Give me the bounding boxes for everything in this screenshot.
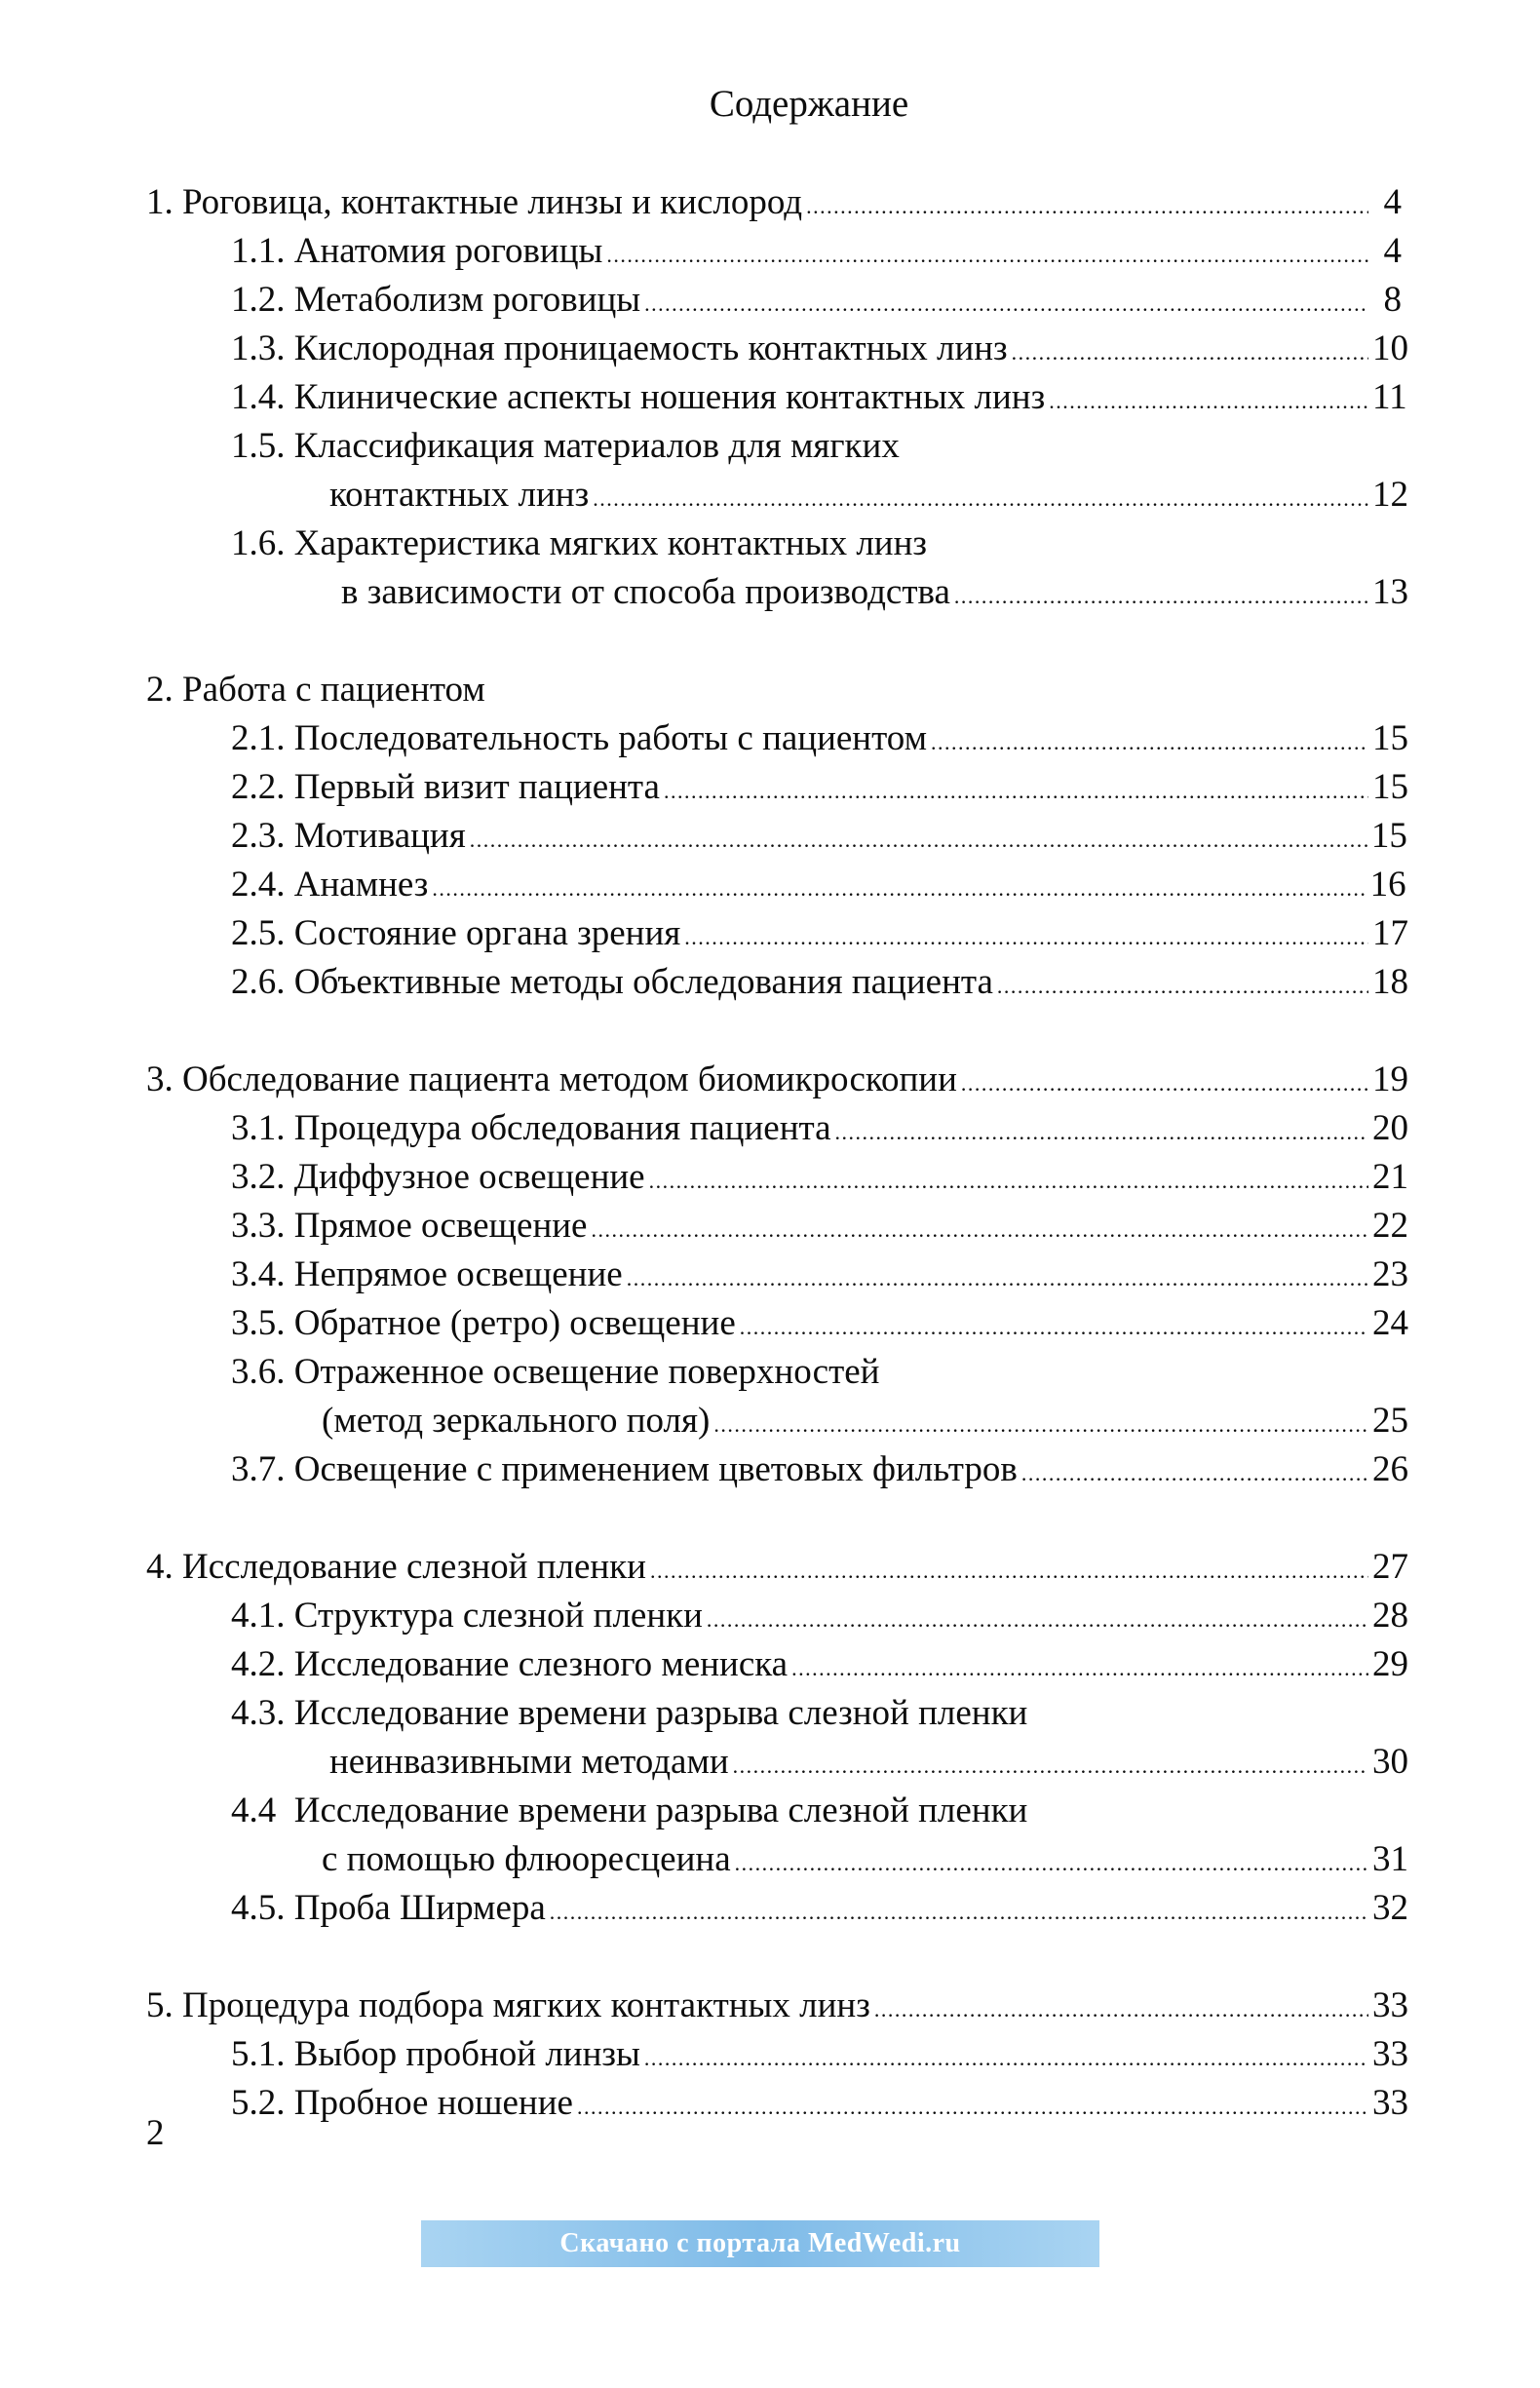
toc-item-line1: 4.4 Исследование времени разрыва слезной пленки <box>231 1791 1028 1830</box>
toc-label: 2.2. Первый визит пациента <box>231 767 660 807</box>
toc-label: 4.1. Структура слезной пленки <box>231 1596 703 1636</box>
toc-section[interactable] <box>146 1543 1408 1592</box>
toc-label: 2.5. Состояние органа зрения <box>231 913 681 953</box>
toc-item[interactable] <box>322 1835 1408 1884</box>
leader-dots <box>684 909 1368 958</box>
toc-page: 33 <box>1372 2034 1408 2074</box>
leader-dots <box>740 1299 1368 1348</box>
toc-page: 25 <box>1372 1401 1408 1441</box>
toc-page: 31 <box>1372 1839 1408 1879</box>
toc-page: 19 <box>1372 1059 1408 1099</box>
toc-label: 4.5. Проба Ширмера <box>231 1888 546 1928</box>
toc-page: 11 <box>1372 377 1407 417</box>
toc-item[interactable] <box>231 861 1406 909</box>
toc-page: 16 <box>1369 865 1406 905</box>
leader-dots <box>606 227 1368 276</box>
toc-page: 18 <box>1372 962 1408 1002</box>
toc-item[interactable] <box>231 1153 1408 1202</box>
leader-dots <box>997 958 1368 1007</box>
leader-dots <box>644 276 1368 325</box>
toc-page: 27 <box>1372 1547 1408 1587</box>
leader-dots <box>713 1397 1368 1445</box>
toc-item-line1: 3.6. Отраженное освещение поверхностей <box>231 1352 880 1392</box>
toc-page: 26 <box>1372 1449 1408 1489</box>
leader-dots <box>735 1835 1368 1884</box>
toc-item-line1: 1.5. Классификация материалов для мягких <box>231 426 900 466</box>
toc-item-line1: 4.3. Исследование времени разрыва слезной пленки <box>231 1693 1028 1733</box>
page-number: 2 <box>146 2113 165 2153</box>
leader-dots <box>627 1251 1368 1299</box>
toc-page: 13 <box>1372 572 1408 612</box>
leader-dots <box>931 714 1368 763</box>
toc-page: 29 <box>1372 1644 1408 1684</box>
toc-page: 20 <box>1372 1108 1408 1148</box>
toc-page: 32 <box>1372 1888 1408 1928</box>
toc-item[interactable] <box>231 276 1402 325</box>
toc-label: 1.4. Клинические аспекты ношения контактных линз <box>231 377 1046 417</box>
toc-label: 4. Исследование слезной пленки <box>146 1547 646 1587</box>
toc-item[interactable] <box>231 227 1402 276</box>
toc-item[interactable] <box>231 958 1408 1007</box>
toc-page: 4 <box>1383 231 1402 271</box>
toc-item[interactable] <box>231 714 1408 763</box>
toc-page: 15 <box>1372 718 1408 758</box>
toc-page: 4 <box>1383 182 1402 222</box>
toc-item[interactable] <box>231 763 1408 812</box>
leader-dots <box>591 1202 1368 1251</box>
toc-section[interactable] <box>146 1982 1408 2030</box>
toc-page: 28 <box>1372 1596 1408 1636</box>
toc-label: 3.5. Обратное (ретро) освещение <box>231 1303 736 1343</box>
toc-item[interactable] <box>231 1884 1408 1933</box>
leader-dots <box>432 861 1366 909</box>
toc-page: 17 <box>1372 913 1408 953</box>
toc-item[interactable] <box>231 1251 1408 1299</box>
toc-section[interactable] <box>146 178 1402 227</box>
leader-dots <box>1021 1445 1368 1494</box>
leader-dots <box>1049 373 1368 422</box>
leader-dots <box>733 1738 1368 1787</box>
toc-label: 5. Процедура подбора мягких контактных линз <box>146 1985 870 2025</box>
toc-item[interactable] <box>231 1592 1408 1640</box>
leader-dots <box>874 1982 1368 2030</box>
watermark-banner: Скачано с портала MedWedi.ru <box>421 2220 1099 2267</box>
toc-label: (метод зеркального поля) <box>322 1401 711 1441</box>
toc-item[interactable] <box>322 1397 1408 1445</box>
leader-dots <box>1012 325 1368 373</box>
toc-page: 22 <box>1372 1206 1408 1246</box>
leader-dots <box>806 178 1368 227</box>
toc-label: 2.3. Мотивация <box>231 816 466 856</box>
toc-label: 3.4. Непрямое освещение <box>231 1254 623 1294</box>
toc-label: в зависимости от способа производства <box>341 572 950 612</box>
toc-item[interactable] <box>231 1104 1408 1153</box>
toc-label: неинвазивными методами <box>329 1742 729 1782</box>
leader-dots <box>961 1056 1368 1104</box>
toc-page: 15 <box>1372 767 1408 807</box>
leader-dots <box>664 763 1368 812</box>
toc-item[interactable] <box>231 1445 1408 1494</box>
leader-dots <box>791 1640 1368 1689</box>
toc-label: 3. Обследование пациента методом биомикроскопии <box>146 1059 957 1099</box>
toc-item[interactable] <box>231 909 1408 958</box>
toc-item-line1: 1.6. Характеристика мягких контактных линз <box>231 523 928 563</box>
toc-page: 10 <box>1372 328 1408 368</box>
toc-label: 5.1. Выбор пробной линзы <box>231 2034 640 2074</box>
toc-label: 3.1. Процедура обследования пациента <box>231 1108 831 1148</box>
toc-label: с помощью флюоресцеина <box>322 1839 731 1879</box>
toc-item[interactable] <box>231 1299 1408 1348</box>
toc-label: 1.2. Метаболизм роговицы <box>231 280 641 320</box>
toc-item[interactable] <box>231 2030 1408 2079</box>
leader-dots <box>644 2030 1368 2079</box>
leader-dots <box>650 1543 1368 1592</box>
toc-section[interactable] <box>146 1056 1408 1104</box>
leader-dots <box>550 1884 1368 1933</box>
toc-item[interactable] <box>231 2079 1408 2128</box>
leader-dots <box>470 812 1367 861</box>
toc-item[interactable] <box>231 1640 1408 1689</box>
toc-label: 5.2. Пробное ношение <box>231 2083 573 2123</box>
toc-page: 23 <box>1372 1254 1408 1294</box>
toc-page: 21 <box>1372 1157 1408 1197</box>
toc-item[interactable] <box>329 1738 1408 1787</box>
toc-label: 3.2. Диффузное освещение <box>231 1157 645 1197</box>
toc-label: 3.7. Освещение с применением цветовых фильтров <box>231 1449 1018 1489</box>
toc-item[interactable] <box>341 568 1408 617</box>
toc-item[interactable] <box>231 373 1407 422</box>
leader-dots <box>577 2079 1368 2128</box>
toc-label: 2.6. Объективные методы обследования пациента <box>231 962 993 1002</box>
toc-item[interactable] <box>329 471 1408 520</box>
toc-label: 2.1. Последовательность работы с пациентом <box>231 718 928 758</box>
toc-label: 2.4. Анамнез <box>231 865 429 905</box>
leader-dots <box>649 1153 1368 1202</box>
leader-dots <box>954 568 1368 617</box>
toc-item[interactable] <box>231 1202 1408 1251</box>
toc-page: 24 <box>1372 1303 1408 1343</box>
toc-page: 8 <box>1383 280 1402 320</box>
toc-label: 1. Роговица, контактные линзы и кислород <box>146 182 803 222</box>
leader-dots <box>835 1104 1368 1153</box>
toc-label: 4.2. Исследование слезного мениска <box>231 1644 789 1684</box>
toc-item[interactable] <box>231 325 1408 373</box>
toc-page: 33 <box>1372 2083 1408 2123</box>
toc-section[interactable]: 2. Работа с пациентом <box>146 670 485 710</box>
toc-label: 3.3. Прямое освещение <box>231 1206 588 1246</box>
leader-dots <box>707 1592 1368 1640</box>
toc-page: 30 <box>1372 1742 1408 1782</box>
toc-page: 12 <box>1372 475 1408 515</box>
toc-item[interactable] <box>231 812 1407 861</box>
toc-label: контактных линз <box>329 475 590 515</box>
toc-page: 33 <box>1372 1985 1408 2025</box>
toc-label: 1.1. Анатомия роговицы <box>231 231 603 271</box>
page-title: Содержание <box>709 83 909 125</box>
toc-page: 15 <box>1370 816 1407 856</box>
leader-dots <box>593 471 1368 520</box>
toc-label: 1.3. Кислородная проницаемость контактных линз <box>231 328 1008 368</box>
